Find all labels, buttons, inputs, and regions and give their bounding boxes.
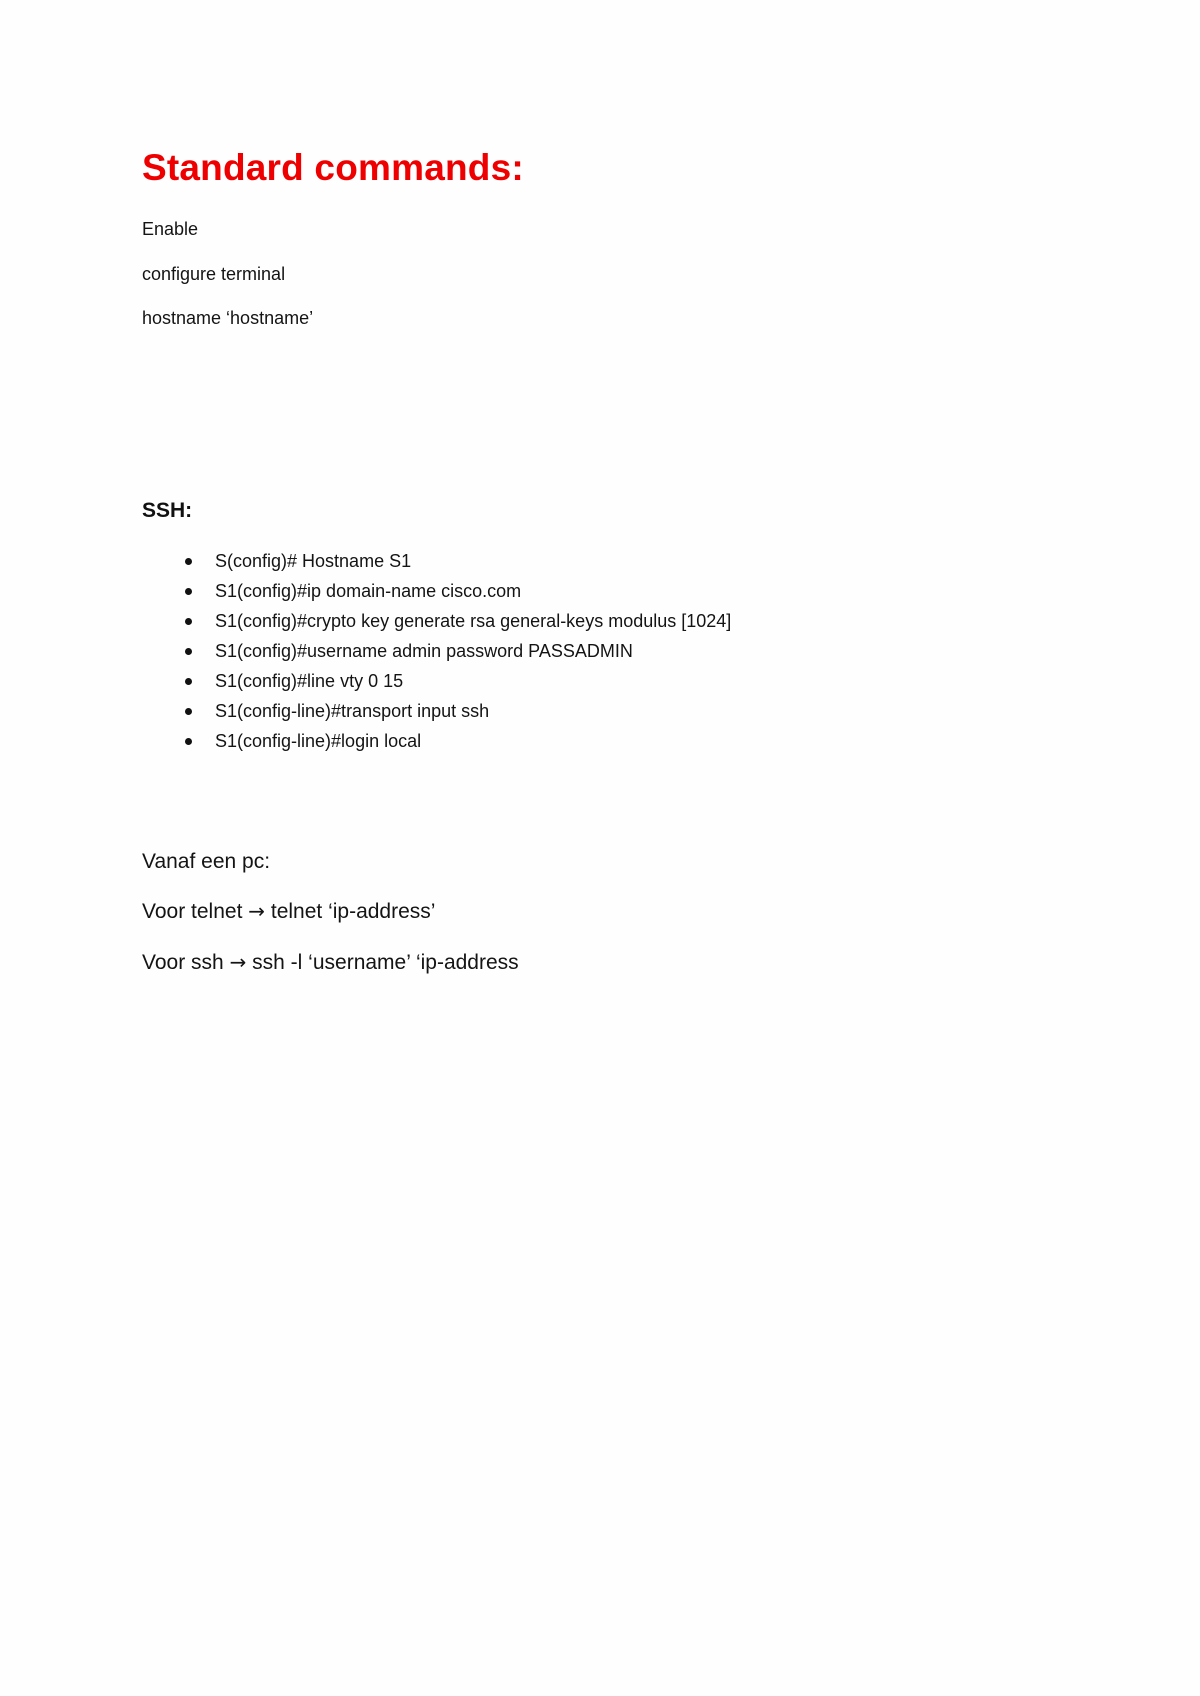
telnet-instruction xyxy=(142,897,435,926)
arrow-right-icon: → xyxy=(248,899,266,923)
list-item-text: S1(config-line)#login local xyxy=(215,731,422,751)
bullet-icon xyxy=(185,558,192,565)
list-item-text: S(config)# Hostname S1 xyxy=(215,551,412,571)
list-item-text: S1(config)#ip domain-name cisco.com xyxy=(215,581,522,601)
bullet-icon xyxy=(185,708,192,715)
ssh-command-list xyxy=(142,546,731,756)
list-item-text: S1(config-line)#transport input ssh xyxy=(215,701,490,721)
list-item xyxy=(142,546,731,576)
from-pc-heading: Vanaf een pc: xyxy=(142,850,271,873)
bullet-icon xyxy=(185,588,192,595)
list-item xyxy=(142,726,731,756)
list-item xyxy=(142,636,731,666)
bullet-icon xyxy=(185,678,192,685)
ssh-heading: SSH: xyxy=(142,499,193,522)
ssh-prefix: Voor ssh xyxy=(142,951,224,974)
arrow-right-icon: → xyxy=(229,950,247,974)
bullet-icon xyxy=(185,648,192,655)
list-item xyxy=(142,696,731,726)
list-item-text: S1(config)#username admin password PASSADMIN xyxy=(215,641,633,661)
list-item xyxy=(142,606,731,636)
command-configure-terminal: configure terminal xyxy=(142,264,286,284)
bullet-icon xyxy=(185,738,192,745)
bullet-icon xyxy=(185,618,192,625)
telnet-command: telnet ‘ip-address’ xyxy=(270,900,436,923)
list-item xyxy=(142,576,731,606)
page-title: Standard commands: xyxy=(142,147,524,188)
list-item-text: S1(config)#crypto key generate rsa general-keys modulus [1024] xyxy=(215,611,732,631)
ssh-command: ssh -l ‘username’ ‘ip-address xyxy=(252,951,519,974)
list-item xyxy=(142,666,731,696)
list-item-text: S1(config)#line vty 0 15 xyxy=(215,671,404,691)
command-enable: Enable xyxy=(142,219,199,239)
telnet-prefix: Voor telnet xyxy=(142,900,243,923)
ssh-instruction xyxy=(142,948,519,977)
command-hostname: hostname ‘hostname’ xyxy=(142,308,314,328)
